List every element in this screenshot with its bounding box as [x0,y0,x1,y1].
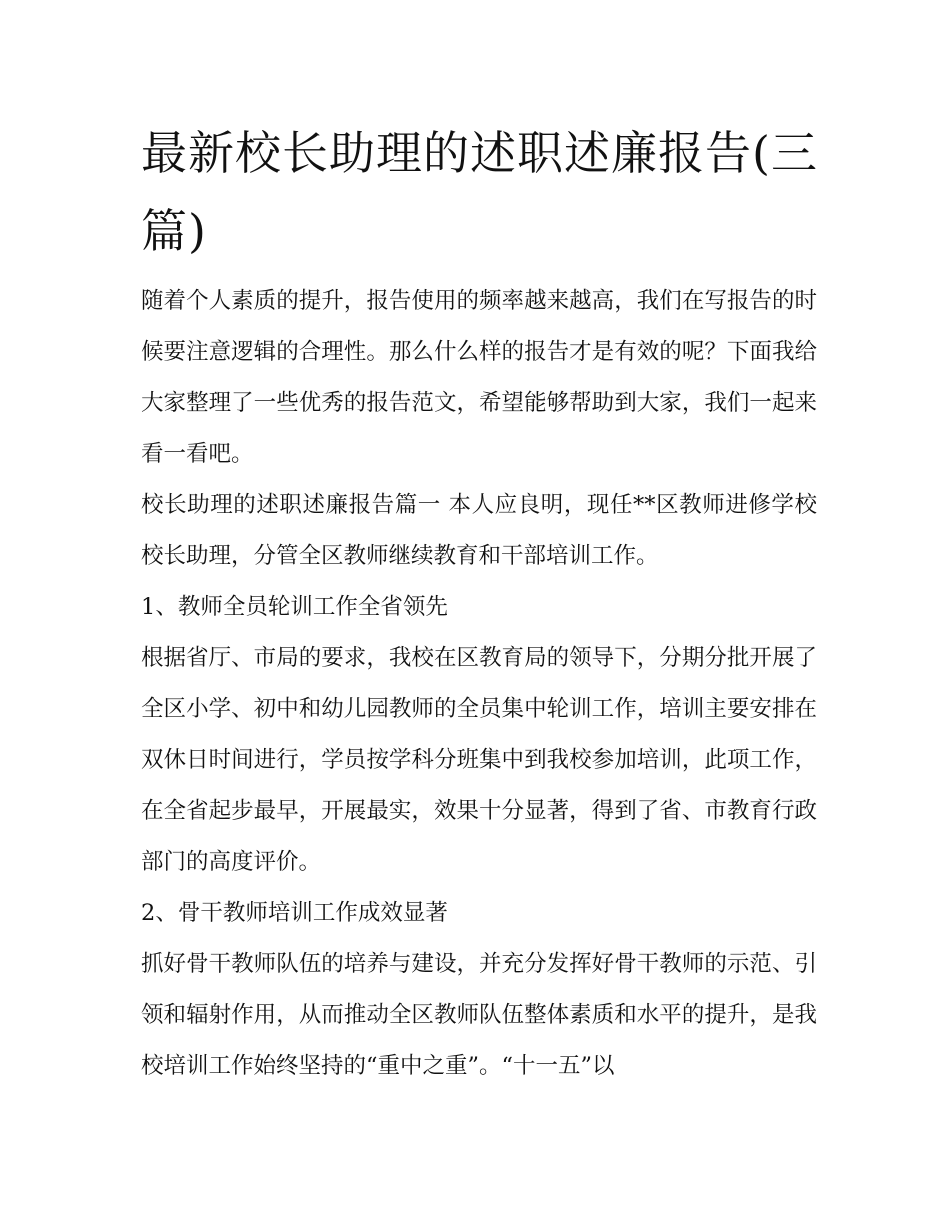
section-one-intro-paragraph: 校长助理的述职述廉报告篇一 本人应良明，现任**区教师进修学校校长助理，分管全区教师继续教育和干部培训工作。 [141,492,817,569]
document-body [141,276,817,1092]
item-1-paragraph: 根据省厅、市局的要求，我校在区教育局的领导下，分期分批开展了全区小学、初中和幼儿园教师的全员集中轮训工作，培训主要安排在双休日时间进行，学员按学科分班集中到我校参加培训，此项工作，在全省起步最早，开展最实，效果十分显著，得到了省、市教育行政部门的高度评价。 [141,645,817,875]
item-2-heading: 2、骨干教师培训工作成效显著 [141,900,448,926]
document-title: 最新校长助理的述职述廉报告(三篇) [141,126,818,258]
item-1-heading: 1、教师全员轮训工作全省领先 [141,594,448,620]
item-2-paragraph: 抓好骨干教师队伍的培养与建设，并充分发挥好骨干教师的示范、引领和辐射作用，从而推动全区教师队伍整体素质和水平的提升，是我校培训工作始终坚持的“重中之重”。“十一五”以 [141,951,817,1079]
intro-paragraph: 随着个人素质的提升，报告使用的频率越来越高，我们在写报告的时候要注意逻辑的合理性。那么什么样的报告才是有效的呢？下面我给大家整理了一些优秀的报告范文，希望能够帮助到大家，我们一起来看一看吧。 [141,288,817,467]
